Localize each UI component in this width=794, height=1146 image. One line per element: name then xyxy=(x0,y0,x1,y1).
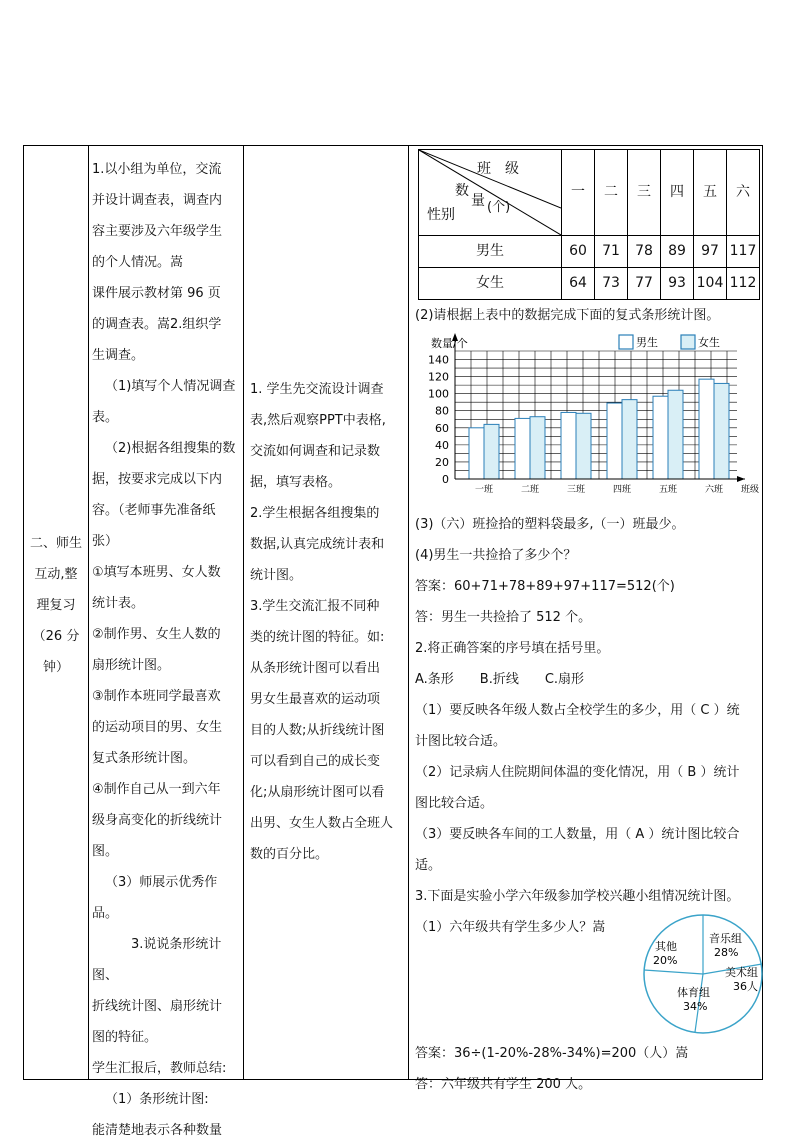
text-line: （3）师展示优秀作品。 xyxy=(92,875,218,921)
text-line: 的个人情况。嵩 xyxy=(92,255,184,270)
header-gender: 性别 xyxy=(427,207,455,223)
text-line: ①填写本班男、女人数 xyxy=(92,565,221,580)
text-line: 复式条形统计图。 xyxy=(92,751,197,766)
text-line: ③制作本班同学最喜欢 xyxy=(92,689,221,704)
text-line: 数据,认真完成统计表和 xyxy=(250,537,385,552)
text-line: 能清楚地表示各种数量 xyxy=(92,1123,223,1138)
table-cell: 89 xyxy=(661,236,694,268)
class-header: 一 xyxy=(562,150,595,236)
y-tick-label: 120 xyxy=(428,370,449,384)
y-tick-label: 140 xyxy=(428,353,449,367)
text-line: 1. 学生先交流设计调查 xyxy=(250,382,384,397)
text-line: 数的百分比。 xyxy=(250,847,329,862)
text-line: 表。 xyxy=(92,410,119,425)
stage-column xyxy=(24,528,88,683)
text-line: 据，按要求完成以下内 xyxy=(92,472,223,487)
teacher-activity-column xyxy=(92,154,240,1146)
question-4: (4)男生一共捡拾了多少个？ xyxy=(415,548,577,563)
class-header: 二 xyxy=(595,150,628,236)
question-5-options: A.条形 B.折线 C.扇形 xyxy=(415,672,585,687)
pie-value: 34% xyxy=(683,1000,708,1013)
table-cell: 78 xyxy=(628,236,661,268)
header-qty-b: 量 xyxy=(471,193,485,209)
text-line: 张） xyxy=(92,534,119,549)
table-cell: 64 xyxy=(562,268,595,300)
header-class: 班 级 xyxy=(477,161,519,177)
bar-girls xyxy=(530,417,545,479)
text-line: 课件展示教材第 96 页 xyxy=(92,286,221,301)
stage-label: 互动,整 xyxy=(34,567,78,582)
lesson-table xyxy=(23,145,763,1138)
text-line: 1.以小组为单位，交流 xyxy=(92,162,222,177)
question-6-block xyxy=(415,912,761,1038)
bar-boys xyxy=(699,379,714,479)
x-tick-label: 三班 xyxy=(566,485,586,495)
text-line: 扇形统计图。 xyxy=(92,658,171,673)
x-tick-label: 二班 xyxy=(520,485,540,495)
stage-label: 二、师生 xyxy=(29,536,82,551)
question-6: 3.下面是实验小学六年级参加学校兴趣小组情况统计图。 xyxy=(415,889,740,904)
question-5-1-cont: 计图比较合适。 xyxy=(415,734,507,749)
text-line: 容。（老师事先准备纸 xyxy=(92,503,216,518)
question-4-reply: 答：男生一共捡拾了 512 个。 xyxy=(415,610,592,625)
x-tick-label: 一班 xyxy=(474,485,494,495)
y-tick-label: 60 xyxy=(435,421,449,435)
text-line: 生调查。 xyxy=(92,348,145,363)
pie-label: 体育组 xyxy=(677,986,710,999)
pie-chart xyxy=(641,912,765,1036)
exercise-column xyxy=(415,146,761,1100)
question-3: (3)（六）班捡拾的塑料袋最多,（一）班最少。 xyxy=(415,517,685,532)
y-axis-label: 数量/个 xyxy=(431,337,468,350)
bar-boys xyxy=(561,412,576,479)
question-5-1: （1）要反映各年级人数占全校学生的多少，用（ C ）统 xyxy=(415,703,740,718)
text-line: 学生汇报后，教师总结: xyxy=(92,1061,227,1076)
x-axis-label: 班级 xyxy=(741,485,760,495)
text-line: 出男、女生人数占全班人 xyxy=(250,816,394,831)
question-4-answer: 答案：60+71+78+89+97+117=512(个) xyxy=(415,579,675,594)
data-table xyxy=(418,149,760,300)
question-5-2: （2）记录病人住院期间体温的变化情况，用（ B ）统计 xyxy=(415,765,740,780)
bar-boys xyxy=(653,396,668,479)
text-line: 3.学生交流汇报不同种 xyxy=(250,599,380,614)
class-header: 三 xyxy=(628,150,661,236)
legend-swatch-boys xyxy=(619,335,633,349)
text-line: 统计表。 xyxy=(92,596,145,611)
text-line: 图的特征。 xyxy=(92,1030,158,1045)
text-line: （1）条形统计图: xyxy=(105,1092,209,1107)
bar-boys xyxy=(469,428,484,479)
table-cell: 60 xyxy=(562,236,595,268)
y-tick-label: 100 xyxy=(428,387,449,401)
question-5: 2.将正确答案的序号填在括号里。 xyxy=(415,641,610,656)
bar-chart xyxy=(415,331,761,497)
table-cell: 71 xyxy=(595,236,628,268)
stage-label: 理复习 xyxy=(36,598,76,613)
text-line: ④制作自己从一到六年 xyxy=(92,782,221,797)
text-line: 容主要涉及六年级学生 xyxy=(92,224,223,239)
class-header: 五 xyxy=(694,150,727,236)
text-line: 目的人数;从折线统计图 xyxy=(250,723,385,738)
pie-label: 美术组 xyxy=(725,966,758,979)
text-line: 图。 xyxy=(92,844,119,859)
y-tick-label: 20 xyxy=(435,455,449,469)
pie-value: 20% xyxy=(653,954,678,967)
text-line: 的调查表。嵩2.组织学 xyxy=(92,317,222,332)
x-tick-label: 四班 xyxy=(612,485,632,495)
class-header: 四 xyxy=(661,150,694,236)
text-line: 据，填写表格。 xyxy=(250,475,342,490)
text-line: 统计图。 xyxy=(250,568,303,583)
text-line: 级身高变化的折线统计 xyxy=(92,813,223,828)
legend-swatch-girls xyxy=(681,335,695,349)
text-line: 2.学生根据各组搜集的 xyxy=(250,506,380,521)
text-line: 类的统计图的特征。如: xyxy=(250,630,385,645)
class-header: 六 xyxy=(727,150,760,236)
text-line: 的运动项目的男、女生 xyxy=(92,720,223,735)
table-cell: 117 xyxy=(727,236,760,268)
row-label: 女生 xyxy=(419,268,562,300)
y-tick-label: 80 xyxy=(435,404,449,418)
header-qty-a: 数 xyxy=(455,183,469,199)
bar-girls xyxy=(668,390,683,479)
pie-value: 36人 xyxy=(733,980,758,993)
question-6-1: （1）六年级共有学生多少人？嵩 xyxy=(415,920,606,935)
text-line: 表,然后观察PPT中表格, xyxy=(250,413,386,428)
text-line: 并设计调查表，调查内 xyxy=(92,193,223,208)
bar-boys xyxy=(607,403,622,479)
legend-label-girls: 女生 xyxy=(698,336,720,349)
legend-label-boys: 男生 xyxy=(636,336,658,349)
table-cell: 77 xyxy=(628,268,661,300)
text-line: 化;从扇形统计图可以看 xyxy=(250,785,385,800)
bar-boys xyxy=(515,418,530,479)
pie-value: 28% xyxy=(714,946,739,959)
question-5-2-cont: 图比较合适。 xyxy=(415,796,494,811)
table-cell: 104 xyxy=(694,268,727,300)
bar-girls xyxy=(622,400,637,479)
pie-label: 其他 xyxy=(655,940,677,953)
x-tick-label: 六班 xyxy=(704,485,724,495)
question-2-prompt: (2)请根据上表中的数据完成下面的复式条形统计图。 xyxy=(415,308,720,323)
stage-label: 钟） xyxy=(42,660,69,675)
text-line: 3.说说条形统计图、 xyxy=(92,937,222,983)
pie-label: 音乐组 xyxy=(709,932,742,945)
student-activity-column xyxy=(250,374,405,870)
column-divider xyxy=(408,146,409,1079)
x-tick-label: 五班 xyxy=(658,485,678,495)
bar-girls xyxy=(576,413,591,479)
header-qty-c: (个) xyxy=(487,200,511,215)
y-tick-label: 0 xyxy=(442,473,449,486)
table-cell: 73 xyxy=(595,268,628,300)
text-line: （2)根据各组搜集的数 xyxy=(105,441,236,456)
column-divider xyxy=(243,146,244,1079)
table-cell: 93 xyxy=(661,268,694,300)
text-line: 男女生最喜欢的运动项 xyxy=(250,692,381,707)
text-line: 折线统计图、扇形统计 xyxy=(92,999,223,1014)
text-line: 交流如何调查和记录数 xyxy=(250,444,381,459)
text-line: （1)填写个人情况调查 xyxy=(105,379,236,394)
diagonal-header-cell xyxy=(419,150,562,236)
question-5-3-cont: 适。 xyxy=(415,858,442,873)
table-cell: 112 xyxy=(727,268,760,300)
question-5-3: （3）要反映各车间的工人数量，用（ A ）统计图比较合 xyxy=(415,827,740,842)
y-tick-label: 40 xyxy=(435,438,449,452)
column-divider xyxy=(88,146,89,1079)
text-line: ②制作男、女生人数的 xyxy=(92,627,221,642)
text-line: 从条形统计图可以看出 xyxy=(250,661,381,676)
row-label: 男生 xyxy=(419,236,562,268)
question-6-answer: 答案：36÷(1-20%-28%-34%)=200（人）嵩 xyxy=(415,1046,689,1061)
bar-girls xyxy=(714,383,729,479)
table-cell: 97 xyxy=(694,236,727,268)
bar-girls xyxy=(484,424,499,479)
question-6-reply: 答：六年级共有学生 200 人。 xyxy=(415,1077,592,1092)
stage-label: （26 分 xyxy=(32,629,80,644)
text-line: 可以看到自己的成长变 xyxy=(250,754,381,769)
legend xyxy=(619,335,720,349)
